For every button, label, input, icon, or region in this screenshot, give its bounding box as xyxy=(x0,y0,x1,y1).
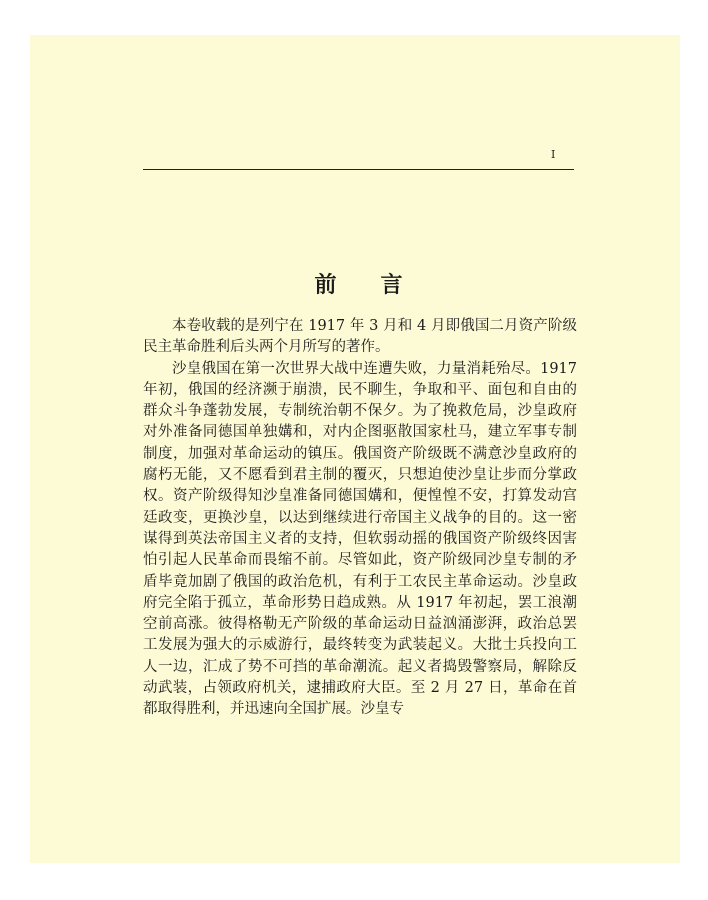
paragraph: 沙皇俄国在第一次世界大战中连遭失败，力量消耗殆尽。1917 年初，俄国的经济濒于崩溃，民不聊生，争取和平、面包和自由的群众斗争蓬勃发展，专制统治朝不保夕。为了挽救危局，沙皇政府对外准备同德国单独媾和，对内企图驱散国家杜马，建立军事专制制度，加强对革命运动的镇压。俄国资产阶级既不满意沙皇政府的腐朽无能，又不愿看到君主制的覆灭，只想迫使沙皇让步而分掌政权。资产阶级得知沙皇准备同德国媾和，便惶惶不安，打算发动宫廷政变，更换沙皇，以达到继续进行帝国主义战争的目的。这一密谋得到英法帝国主义者的支持，但软弱动摇的俄国资产阶级终因害怕引起人民革命而畏缩不前。尽管如此，资产阶级同沙皇专制的矛盾毕竟加剧了俄国的政治危机，有利于工农民主革命运动。沙皇政府完全陷于孤立，革命形势日趋成熟。从 1917 年初起，罢工浪潮空前高涨。彼得格勒无产阶级的革命运动日益汹涌澎湃，政治总罢工发展为强大的示威游行，最终转变为武装起义。大批士兵投向工人一边，汇成了势不可挡的革命潮流。起义者捣毁警察局，解除反动武装，占领政府机关，逮捕政府大臣。至 2 月 27 日，革命在首都取得胜利，并迅速向全国扩展。沙皇专 xyxy=(143,360,577,718)
header-rule xyxy=(143,169,574,170)
paragraph: 本卷收载的是列宁在 1917 年 3 月和 4 月即俄国二月资产阶级民主革命胜利后头两个月所写的著作。 xyxy=(143,318,577,356)
body-text xyxy=(143,316,577,721)
page-title: 前言 xyxy=(314,273,447,298)
page-number: I xyxy=(551,148,556,161)
